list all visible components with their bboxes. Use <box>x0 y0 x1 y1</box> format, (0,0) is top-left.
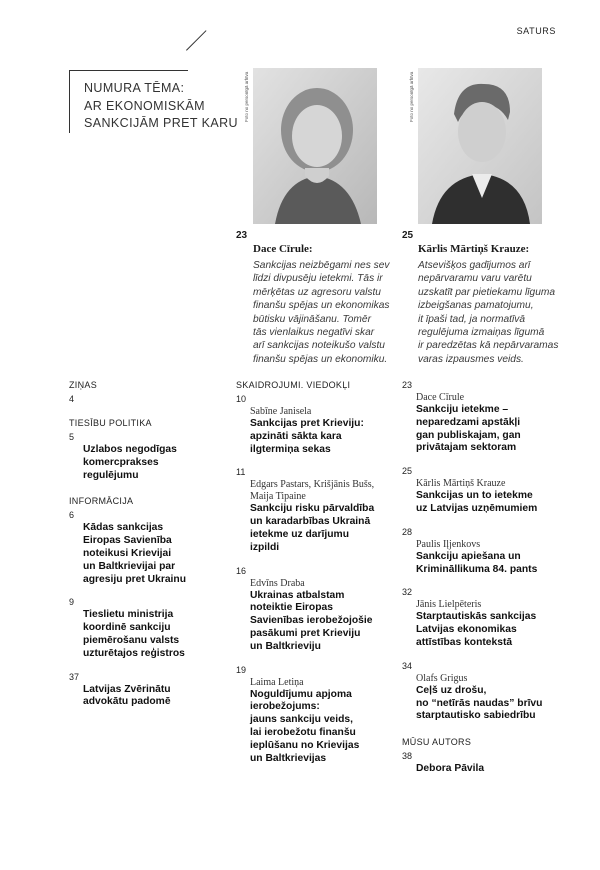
profile-quote: Sankcijas neizbēgami nes sev līdzi divpusēju ietekmi. Tās ir mērķētas uz agresoru valstu finanšu spējas un ekonomikas būtisku vājināšanu. Tomēr tās vienlaikus negatīvi skar arī sankcijas noteikušo valstu finanšu spējas un ekonomiku. <box>253 260 390 365</box>
toc-title[interactable]: privātajam sektoram <box>416 442 517 454</box>
toc-title[interactable]: Savienības ierobežojošie <box>250 615 373 627</box>
toc-entry[interactable] <box>69 510 219 586</box>
toc-author: Jānis Lielpēteris <box>416 599 482 611</box>
toc-entry[interactable] <box>69 394 219 404</box>
toc-title[interactable]: agresiju pret Ukrainu <box>83 573 186 585</box>
toc-title[interactable]: un Baltkrievijas <box>250 752 327 764</box>
toc-section <box>69 380 219 404</box>
toc-title[interactable]: Debora Pāvila <box>416 763 485 775</box>
toc-page-number: 19 <box>236 664 247 675</box>
toc-section <box>402 380 552 723</box>
theme-line: AR EKONOMISKĀM <box>84 98 205 113</box>
toc-title[interactable]: neparedzami apstākļi <box>416 416 521 428</box>
toc-author: Paulis Iļjenkovs <box>416 538 481 550</box>
toc-title[interactable]: Ukrainas atbalstam <box>250 589 345 601</box>
toc-author: Sabīne Janisela <box>250 406 312 417</box>
toc-column-1 <box>69 380 219 709</box>
toc-entry[interactable] <box>69 672 219 710</box>
toc-title[interactable]: lai ierobežotu finanšu <box>250 726 356 738</box>
toc-entry[interactable] <box>69 432 219 482</box>
toc-title[interactable]: Noguldījumu apjoma <box>250 688 352 700</box>
toc-entry[interactable] <box>402 661 552 723</box>
toc-page-number: 6 <box>69 510 75 521</box>
toc-title[interactable]: ilgtermiņa sekas <box>250 443 331 455</box>
toc-title[interactable]: Uzlabos negodīgas <box>83 444 177 455</box>
toc-section-heading: TIESĪBU POLITIKA <box>69 418 152 428</box>
toc-title[interactable]: Krimināllikuma 84. pants <box>416 563 538 575</box>
toc-section-heading: SKAIDROJUMI. VIEDOKĻI <box>236 380 351 390</box>
toc-title[interactable]: Sankciju risku pārvaldība <box>250 503 375 515</box>
toc-author: Dace Cīrule <box>416 392 465 403</box>
toc-section <box>69 496 219 709</box>
toc-title[interactable]: Sankcijas un to ietekme <box>416 490 533 502</box>
toc-title[interactable]: advokātu padomē <box>83 696 171 708</box>
toc-entry[interactable] <box>402 527 552 577</box>
theme-line: SANKCIJĀM PRET KARU <box>84 116 238 130</box>
toc-page-number: 23 <box>402 380 413 390</box>
toc-title[interactable]: koordinē sankciju <box>83 622 171 634</box>
toc-section <box>236 380 386 765</box>
toc-title[interactable]: uz Latvijas uzņēmumiem <box>416 502 538 514</box>
toc-entry[interactable] <box>402 380 552 455</box>
toc-column-2 <box>236 380 386 765</box>
toc-author: Laima Letiņa <box>250 676 304 688</box>
toc-title[interactable]: Latvijas Zvērinātu <box>83 683 171 695</box>
toc-title[interactable]: gan publiskajam, gan <box>416 429 521 441</box>
toc-title[interactable]: Sankciju apiešana un <box>416 550 521 562</box>
toc-section-heading: INFORMĀCIJA <box>69 496 134 507</box>
toc-title[interactable]: uzturētajos reģistros <box>83 647 185 659</box>
toc-title[interactable]: regulējumu <box>83 469 139 481</box>
toc-title[interactable]: Latvijas ekonomikas <box>416 624 517 636</box>
portrait-photo-karlis-krauze <box>418 68 542 224</box>
toc-page-number: 10 <box>236 394 247 404</box>
toc-section-heading: MŪSU AUTORS <box>402 737 472 748</box>
toc-page-number: 16 <box>236 565 247 576</box>
toc-title[interactable]: noteiktie Eiropas <box>250 602 333 614</box>
toc-title[interactable]: un Baltkrievijai par <box>83 560 176 572</box>
toc-section <box>402 737 552 776</box>
profile-name: Dace Cīrule: <box>253 243 313 255</box>
photo-credit: Foto no personīgā arhīva <box>244 71 249 122</box>
toc-title[interactable]: apzināti sākta kara <box>250 430 342 442</box>
theme-line: NUMURA TĒMA: <box>84 81 185 95</box>
toc-entry[interactable] <box>236 467 386 554</box>
toc-entry[interactable] <box>402 587 552 649</box>
photo-credit: Foto no personīgā arhīva <box>409 71 414 122</box>
toc-page-number: 25 <box>402 466 413 477</box>
toc-title[interactable]: ierobežojums: <box>250 701 320 713</box>
toc-entry[interactable] <box>236 566 386 654</box>
toc-section-heading: ZIŅAS <box>69 380 98 390</box>
toc-page-number: 32 <box>402 587 413 598</box>
toc-page-number: 37 <box>69 671 80 682</box>
issue-theme <box>84 80 238 133</box>
toc-title[interactable]: ieplūšanu no Krievijas <box>250 739 360 751</box>
toc-entry[interactable] <box>402 466 552 516</box>
profile-page-number: 25 <box>402 230 414 241</box>
toc-title[interactable]: un karadarbības Ukrainā <box>250 516 371 528</box>
toc-title[interactable]: Tieslietu ministrija <box>83 609 174 621</box>
toc-title[interactable]: pasākumi pret Krieviju <box>250 627 361 639</box>
toc-title[interactable]: starptautisko sabiedrību <box>416 710 536 722</box>
toc-page-number: 5 <box>69 432 75 442</box>
toc-page-number: 9 <box>69 597 75 608</box>
toc-author: Edvīns Draba <box>250 577 305 589</box>
toc-section <box>69 418 219 482</box>
portrait-photo-dace-cirule <box>253 68 377 224</box>
profile-page-number: 23 <box>236 230 248 241</box>
toc-entry[interactable] <box>402 751 552 776</box>
toc-column-3 <box>402 380 552 776</box>
profile-quote: Atsevišķos gadījumos arī nepārvaramu varu varētu uzskatīt par pietiekamu līguma izbeigšanas pamatojumu, it īpaši tad, ja normatīvā regulējuma izmaiņas līgumā ir paredzētas kā nepārvaramas varas izpausmes veids. <box>418 260 559 365</box>
toc-page-number: 34 <box>402 660 413 671</box>
section-header: SATURS <box>516 26 556 36</box>
toc-author: Maija Tipaine <box>250 491 306 503</box>
toc-title[interactable]: jauns sankciju veids, <box>250 714 354 726</box>
toc-title[interactable]: izpildi <box>250 541 280 553</box>
toc-entry[interactable] <box>236 394 386 456</box>
toc-title[interactable]: Sankcijas pret Krieviju: <box>250 418 364 429</box>
profile-name: Kārlis Mārtiņš Krauze: <box>418 243 530 255</box>
toc-title[interactable]: Eiropas Savienība <box>83 535 172 547</box>
toc-title[interactable]: piemērošanu valsts <box>83 634 180 646</box>
toc-entry[interactable] <box>69 597 219 660</box>
toc-page-number: 38 <box>402 751 413 762</box>
toc-title[interactable]: Sankciju ietekme – <box>416 404 509 415</box>
toc-entry[interactable] <box>236 665 386 766</box>
toc-page-number: 11 <box>236 467 246 478</box>
toc-title[interactable]: Starptautiskās sankcijas <box>416 611 537 623</box>
toc-author: Olafs Grigus <box>416 672 468 684</box>
toc-title[interactable]: komercprakses <box>83 456 159 468</box>
toc-author: Edgars Pastars, Krišjānis Bušs, <box>250 479 375 491</box>
toc-title[interactable]: attīstības kontekstā <box>416 636 513 648</box>
toc-title[interactable]: no “netīrās naudas” brīvu <box>416 697 543 709</box>
toc-title[interactable]: un Baltkrieviju <box>250 640 321 652</box>
toc-title[interactable]: ietekme uz darījumu <box>250 528 349 540</box>
toc-title[interactable]: noteikusi Krievijai <box>83 547 172 559</box>
toc-page-number: 28 <box>402 526 413 537</box>
toc-author: Kārlis Mārtiņš Krauze <box>416 478 506 490</box>
toc-title[interactable]: Ceļš uz drošu, <box>416 684 487 696</box>
toc-title[interactable]: Kādas sankcijas <box>83 522 164 534</box>
toc-page-number: 4 <box>69 394 75 404</box>
theme-frame-diagonal <box>186 30 207 51</box>
